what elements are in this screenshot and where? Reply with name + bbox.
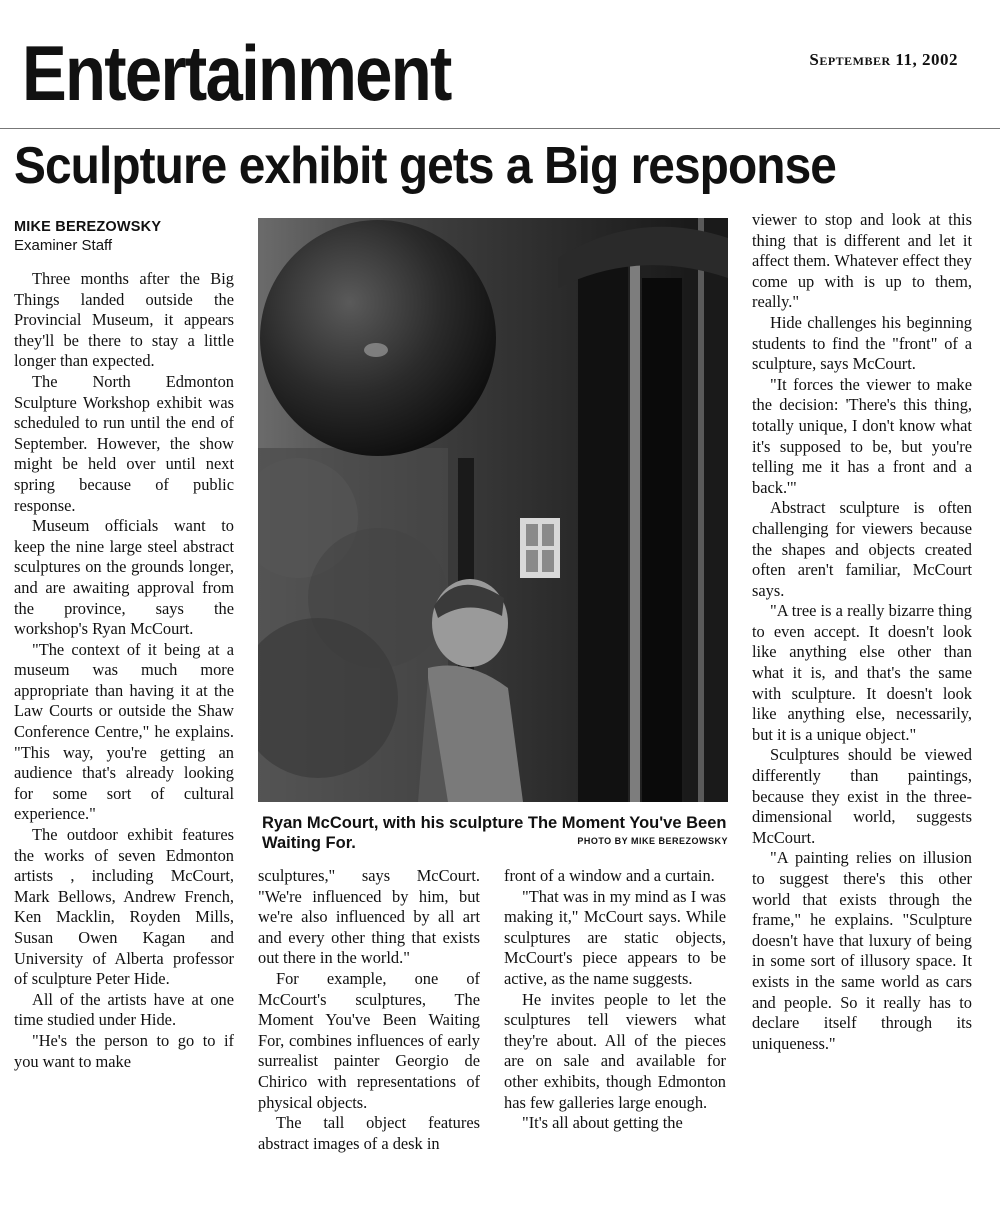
paragraph: All of the artists have at one time studied under Hide. [14,989,234,1030]
article-column-3 [504,866,726,1134]
paragraph: front of a window and a curtain. [504,866,715,885]
photo-image [258,218,728,802]
paragraph: Sculptures should be viewed differently than paintings, because they exist in the three-dimensional world, suggests McCourt. [752,745,972,847]
headline: Sculpture exhibit gets a Big response [14,137,836,195]
caption-text: Ryan McCourt, with his sculpture The Moment You've Been Waiting For. [262,814,727,852]
paragraph: Museum officials want to keep the nine large steel abstract sculptures on the grounds longer, and are awaiting approval from the province, says the workshop's Ryan McCourt. [14,516,234,639]
article-column-1 [14,218,234,1072]
paragraph: For example, one of McCourt's sculptures, The Moment You've Been Waiting For, combines influences of early surrealist painter Georgio de Chirico with representations of physical objects. [258,968,480,1112]
header-divider [0,128,1000,129]
paragraph: The North Edmonton Sculpture Workshop exhibit was scheduled to run until the end of September. However, the show might be held over until next spring because of public response. [14,371,234,515]
article-column-2 [258,866,480,1154]
byline-name: MIKE BEREZOWSKY [14,219,162,235]
sculpture-photo [258,218,728,802]
paragraph: viewer to stop and look at this thing that is different and let it affect them. Whatever effect they come up with is up to them, really." [752,210,972,312]
paragraph: sculptures," says McCourt. "We're influenced by him, but we're also influenced by all art and every other thing that exists out there in the world." [258,866,480,968]
paragraph: "A painting relies on illusion to suggest there's this other world that exists through the frame," he explains. "Sculpture doesn't have that luxury of being in some sort of illusory space. It exists in the same world as cars and people. So it really has to declare itself through its uniqueness." [752,848,972,1053]
paragraph: "The context of it being at a museum was much more appropriate than having it at the Law Courts or outside the Shaw Conference Centre," he explains. "This way, you're getting an audience that's already looking for some sort of cultural experience." [14,639,234,824]
paragraph: "It's all about getting the [522,1113,683,1133]
paragraph: Abstract sculpture is often challenging for viewers because the shapes and objects created often aren't familiar, McCourt says. [752,498,972,600]
paragraph: Hide challenges his beginning students to find the "front" of a sculpture, says McCourt. [752,312,972,374]
paragraph: He invites people to let the sculptures tell viewers what they're about. All of the pieces are on sale and available for other exhibits, though Edmonton has few galleries large enough. [504,989,726,1112]
article-column-4 [752,210,972,1054]
paragraph: "He's the person to go to if you want to make [14,1030,234,1071]
paragraph: The tall object features abstract images of a desk in [258,1113,480,1153]
paragraph: "It forces the viewer to make the decision: 'There's this thing, totally unique, I don't know what it's supposed to be, but you're telling me it has a front and a back.'" [752,374,972,497]
section-title: Entertainment [22,29,451,117]
paragraph: The outdoor exhibit features the works of seven Edmonton artists , including McCourt, Mark Bellows, Andrew French, Ken Macklin, Royden Mills, Susan Owen Kagan and University of Alberta professor of sculpture Peter Hide. [14,825,234,989]
photo-caption [262,813,728,853]
paragraph: Three months after the Big Things landed outside the Provincial Museum, it appears they'll be there to stay a little longer than expected. [14,269,234,371]
paragraph: "That was in my mind as I was making it," McCourt says. While sculptures are static objects, McCourt's piece appears to be active, as the name suggests. [504,886,726,988]
photo-credit: PHOTO BY MIKE BEREZOWSKY [577,836,728,846]
byline-title: Examiner Staff [14,237,113,254]
paragraph: "A tree is a really bizarre thing to even accept. It doesn't look like anything else other than what it is, and that's the same with sculpture. It doesn't look like anything else, necessarily, but it is a unique object." [752,601,972,744]
publication-date: September 11, 2002 [809,50,958,69]
